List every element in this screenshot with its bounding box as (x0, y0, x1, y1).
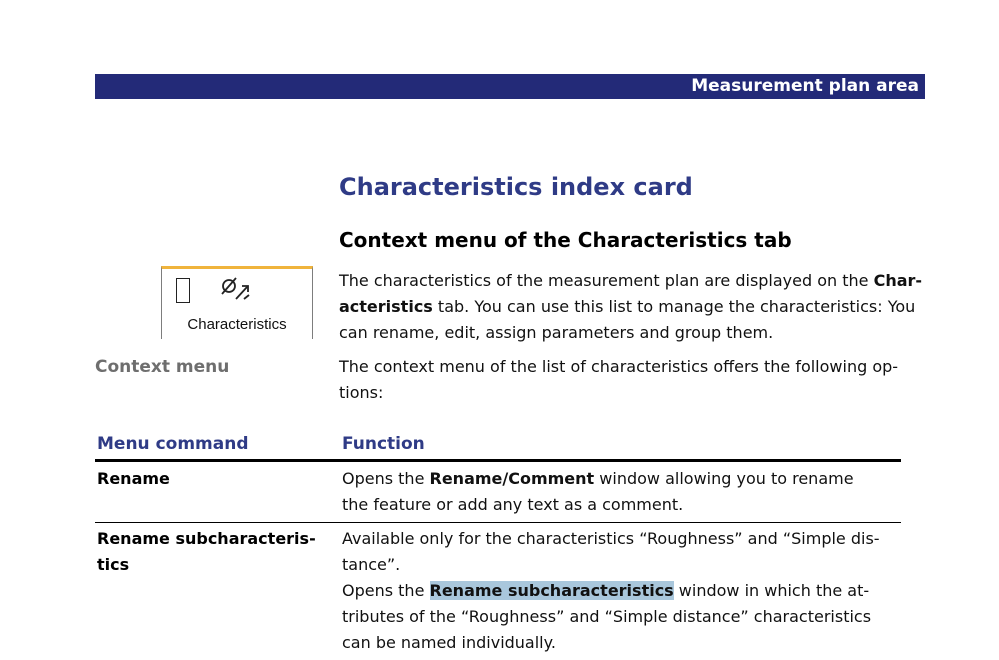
table-header-command: Menu command (97, 434, 249, 454)
characteristics-tab-image (161, 266, 313, 339)
side-label: Context menu (95, 357, 230, 377)
table-header-rule (95, 459, 901, 462)
table-row-command: Rename subcharacteris-tics (97, 529, 316, 574)
table-row-command: Rename (97, 469, 170, 488)
table-row-divider (95, 522, 901, 523)
table-header-function: Function (342, 434, 425, 454)
header-bar (95, 74, 925, 99)
highlighted-text: Rename subcharacteristics (429, 581, 674, 600)
tab-label: Characteristics (187, 316, 287, 333)
diameter-gauge-icon (220, 275, 254, 303)
intro-paragraph: The characteristics of the measurement plan are displayed on the Char-acteristics tab. You can use this list to manage the characteristics: You can rename, edit, assign parameters and group them. (339, 271, 923, 342)
table-row-function: Available only for the characteristics “Roughness” and “Simple dis-tance”. Opens the Rename subcharacteristics window in which the at-tributes of the “Roughness” and “Simple distance” characteristics can be named individually. (342, 529, 880, 652)
sub-title: Context menu of the Characteristics tab (339, 228, 792, 252)
header-title: Measurement plan area (691, 76, 919, 96)
section-title: Characteristics index card (339, 173, 693, 201)
table-row-function: Opens the Rename/Comment window allowing you to rename the feature or add any text as a comment. (342, 469, 854, 514)
context-menu-paragraph: The context menu of the list of characteristics offers the following op-tions: (339, 357, 899, 402)
rectangle-icon (176, 278, 190, 303)
